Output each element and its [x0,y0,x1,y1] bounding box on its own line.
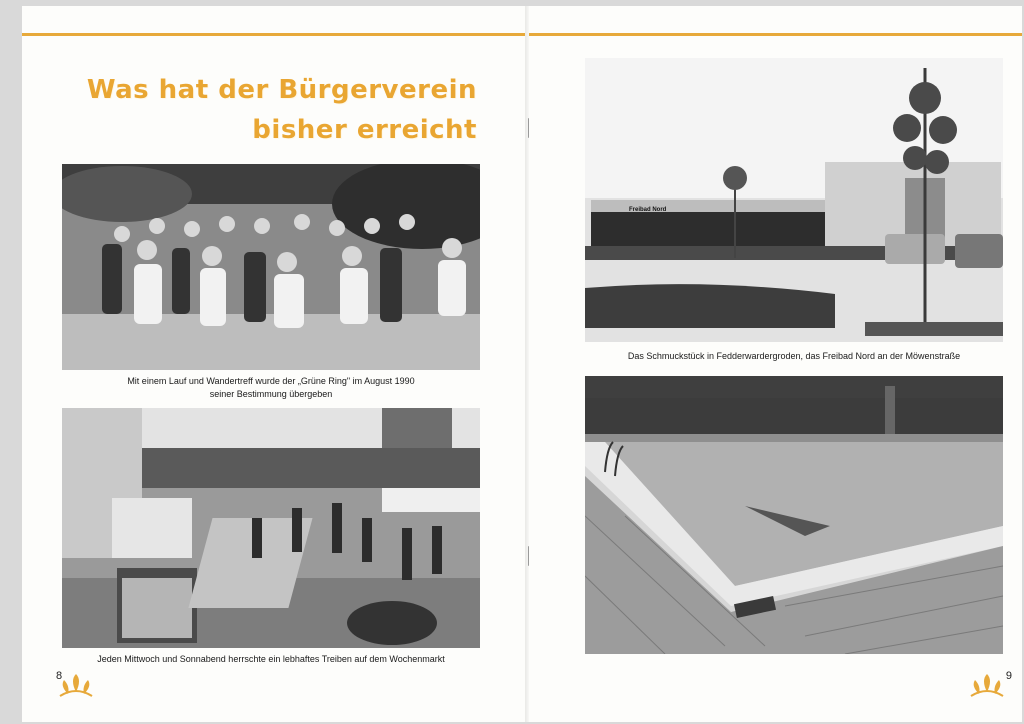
caption-market: Jeden Mittwoch und Sonnabend herrschte ein lebhaftes Treiben auf dem Wochenmarkt [97,654,445,664]
header-rule [529,33,1022,36]
caption-runners-line1: Mit einem Lauf und Wandertreff wurde der „Grüne Ring" im August 1990 [127,376,415,386]
page-number: 8 [56,670,63,682]
headline-line2: bisher erreicht [252,115,477,145]
header-rule [22,33,528,36]
left-page [22,6,528,722]
caption-runners-line2: seiner Bestimmung übergeben [209,389,333,399]
page-headline [87,70,477,150]
photo-freibad-building [585,58,1003,342]
page-number: 9 [1005,670,1012,682]
photo-pool [585,376,1003,654]
freibad-sign: Freibad Nord [629,207,667,213]
leaf-ornament-icon [56,670,96,700]
headline-line1: Was hat der Bürgerverein [86,75,477,105]
right-page [529,6,1022,722]
leaf-ornament-icon [967,670,1007,700]
caption-runners [62,375,480,401]
caption-freibad-building: Das Schmuckstück in Fedderwardergroden, das Freibad Nord an der Möwenstraße [627,351,961,361]
photo-market [62,408,480,648]
photo-runners [62,164,480,370]
